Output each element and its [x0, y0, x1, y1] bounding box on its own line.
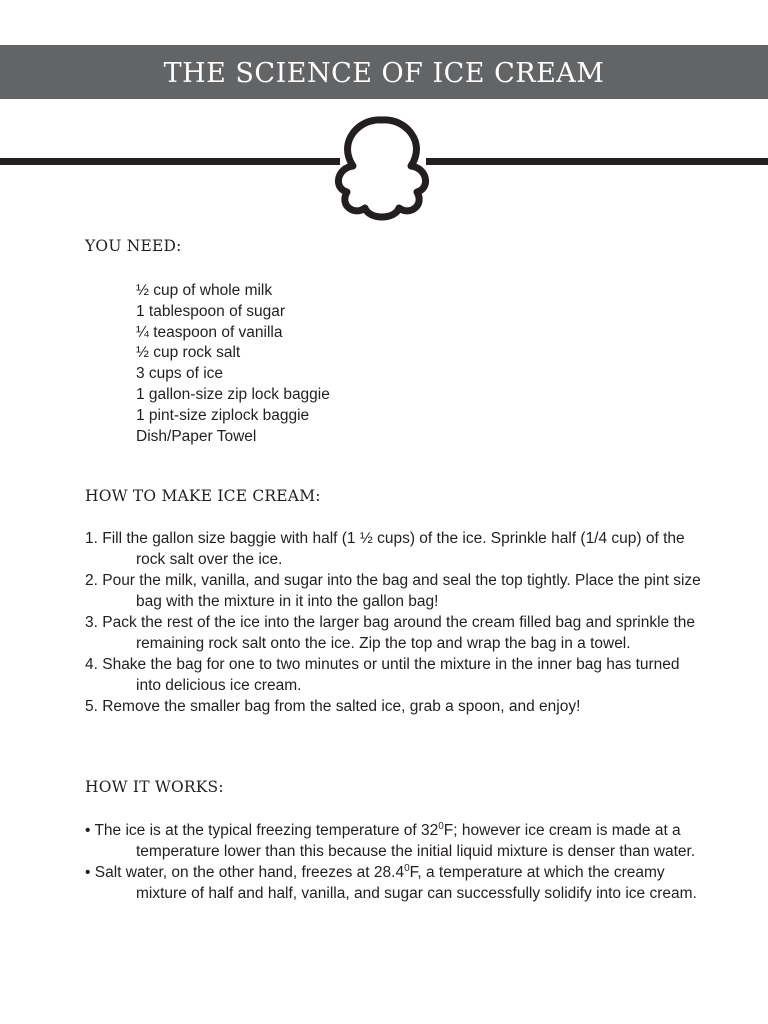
ingredient-item: ½ cup rock salt: [136, 344, 241, 362]
how-to-heading: HOW TO MAKE ICE CREAM:: [85, 487, 321, 505]
steps-list: [85, 528, 705, 717]
divider-line-left: [0, 158, 340, 165]
ingredient-item: 1 tablespoon of sugar: [136, 302, 286, 320]
ingredient-item: ½ cup of whole milk: [136, 282, 273, 299]
explanation-list: [85, 820, 705, 904]
you-need-heading: YOU NEED:: [85, 237, 182, 255]
step-item: 4. Shake the bag for one to two minutes or until the mixture in the inner bag has turned into delicious ice cream.: [85, 656, 680, 694]
divider-line-right: [426, 158, 768, 165]
page-title: THE SCIENCE OF ICE CREAM: [163, 57, 605, 89]
step-item: 3. Pack the rest of the ice into the larger bag around the cream filled bag and sprinkle the remaining rock salt onto the ice. Zip the top and wrap the bag in a towel.: [85, 614, 696, 652]
step-item: 5. Remove the smaller bag from the salted ice, grab a spoon, and enjoy!: [85, 698, 581, 715]
explanation-text: • Salt water, on the other hand, freezes at 28.4: [85, 864, 405, 881]
explanation-text: F; however ice cream is made at a temperature lower than this because the initial liquid mixture is denser than water.: [136, 822, 696, 860]
explanation-text: • The ice is at the typical freezing temperature of 32: [85, 822, 439, 839]
title-banner: [0, 45, 768, 99]
how-it-works-heading: HOW IT WORKS:: [85, 778, 224, 796]
ingredient-item: ¼ teaspoon of vanilla: [136, 323, 283, 341]
step-item: 1. Fill the gallon size baggie with half (1 ½ cups) of the ice. Sprinkle half (1/4 cup) of the rock salt over the ice.: [85, 530, 685, 568]
ingredient-item: 1 pint-size ziplock baggie: [136, 406, 310, 424]
ingredient-item: 3 cups of ice: [136, 365, 224, 383]
ingredients-list: [136, 281, 330, 447]
ingredient-item: Dish/Paper Towel: [136, 427, 257, 445]
degree-mark: 0: [404, 863, 410, 874]
explanation-item: [85, 862, 705, 904]
ice-cream-scoop-icon: [325, 112, 439, 226]
degree-mark: 0: [438, 821, 444, 832]
step-item: 2. Pour the milk, vanilla, and sugar into the bag and seal the top tightly. Place the pint size bag with the mixture in it into the gallon bag!: [85, 572, 701, 610]
explanation-item: [85, 820, 705, 862]
ingredient-item: 1 gallon-size zip lock baggie: [136, 385, 330, 403]
explanation-text: F, a temperature at which the creamy mixture of half and half, vanilla, and sugar can successfully solidify into ice cream.: [136, 864, 697, 902]
